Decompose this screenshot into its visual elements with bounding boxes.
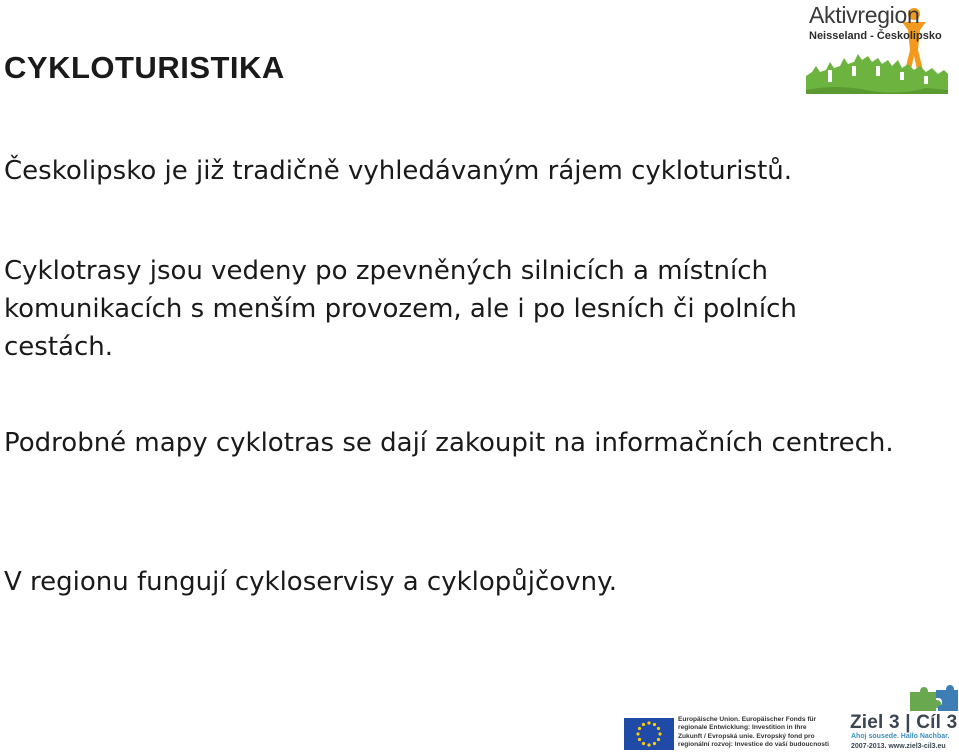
ziel-title: Ziel 3 | Cíl 3 [850, 712, 958, 733]
ziel3-cil3-logo [850, 684, 959, 752]
page-title: CYKLOTURISTIKA [4, 50, 285, 85]
logo-name: Aktivregion [809, 2, 920, 28]
logo-subtitle: Neisseland - Českolipsko [809, 30, 942, 42]
ziel-years-url: 2007-2013. www.ziel3-cil3.eu [851, 743, 946, 750]
paragraph-routes: Cyklotrasy jsou vedeny po zpevněných silnicích a místních komunikacích s menším provozem, ale i po lesních či polních cestách. [4, 256, 797, 362]
eu-line-1: Europäische Union. Europäischer Fonds für [678, 716, 817, 723]
eu-funding-text [678, 716, 840, 750]
eu-line-3: Zukunft / Evropská unie. Evropský fond pro [678, 732, 815, 740]
eu-flag-icon [624, 718, 674, 750]
ziel-slogan: Ahoj sousede. Hallo Nachbar. [851, 733, 950, 740]
aktivregion-logo [806, 0, 948, 100]
paragraph-services: V regionu fungují cykloservisy a cyklopůjčovny. [4, 567, 618, 597]
eu-funding-note [624, 716, 840, 752]
paragraph-maps: Podrobné mapy cyklotras se dají zakoupit na informačních centrech. [4, 428, 894, 458]
eu-line-4: regionální rozvoj: Investice do vaší budoucnosti [678, 741, 829, 749]
paragraph-intro: Českolipsko je již tradičně vyhledávaným rájem cykloturistů. [4, 156, 793, 186]
puzzle-icon [906, 684, 958, 712]
eu-line-2: regionale Entwicklung: Investition in Ihre [678, 724, 807, 732]
